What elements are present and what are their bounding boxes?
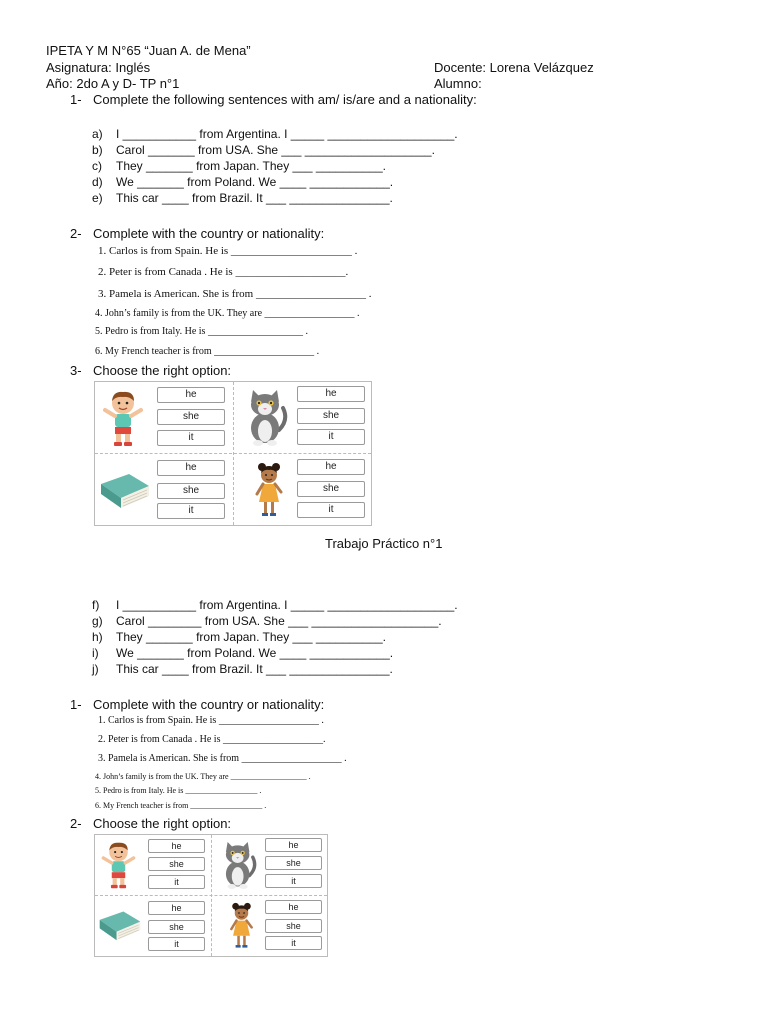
nationality-sentence: 6. My French teacher is from __________________ .: [95, 801, 267, 810]
option-she[interactable]: she: [297, 481, 365, 497]
teacher-label: Docente: Lorena Velázquez: [434, 60, 594, 75]
option-he[interactable]: he: [157, 387, 225, 403]
fill-sentence: This car ____ from Brazil. It ___ _______________.: [116, 191, 393, 205]
option-he[interactable]: he: [148, 901, 205, 915]
pronoun-grid: [94, 381, 372, 526]
course-label: Año: 2do A y D- TP n°1: [46, 76, 180, 91]
option-she[interactable]: she: [157, 409, 225, 425]
fill-sentence: Carol _______ from USA. She ___ ___________________.: [116, 143, 435, 157]
fill-sentence: This car ____ from Brazil. It ___ _______________.: [116, 662, 393, 676]
option-it[interactable]: it: [297, 502, 365, 518]
option-she[interactable]: she: [265, 919, 322, 933]
book-icon: [99, 470, 151, 510]
section3-number: 3-: [70, 363, 82, 378]
option-he[interactable]: he: [265, 838, 322, 852]
option-he[interactable]: he: [297, 459, 365, 475]
section3b-number: 2-: [70, 816, 82, 831]
item-letter: g): [92, 614, 103, 628]
option-she[interactable]: she: [157, 483, 225, 499]
option-she[interactable]: she: [265, 856, 322, 870]
fill-sentence: They _______ from Japan. They ___ __________.: [116, 630, 386, 644]
section1-instruction: Complete the following sentences with am/ is/are and a nationality:: [93, 92, 477, 107]
section3-instruction: Choose the right option:: [93, 363, 232, 378]
nationality-sentence: 3. Pamela is American. She is from ____________________ .: [98, 288, 372, 300]
option-he[interactable]: he: [265, 900, 322, 914]
item-letter: e): [92, 191, 103, 205]
page-title: Trabajo Práctico n°1: [325, 536, 443, 551]
section2-number: 2-: [70, 226, 82, 241]
section2b-number: 1-: [70, 697, 82, 712]
nationality-sentence: 1. Carlos is from Spain. He is ______________________ .: [98, 245, 358, 257]
option-she[interactable]: she: [148, 920, 205, 934]
cat-icon: [243, 390, 289, 446]
option-he[interactable]: he: [297, 386, 365, 402]
girl-icon: [253, 462, 285, 520]
fill-sentence: I ___________ from Argentina. I _____ ___________________.: [116, 127, 458, 141]
fill-sentence: We _______ from Poland. We ____ ____________.: [116, 175, 394, 189]
boy-icon: [101, 390, 145, 448]
option-it[interactable]: it: [265, 936, 322, 950]
section2b-instruction: Complete with the country or nationality:: [93, 697, 325, 712]
fill-sentence: We _______ from Poland. We ____ ____________.: [116, 646, 394, 660]
nationality-sentence: 2. Peter is from Canada . He is ____________________.: [98, 734, 326, 745]
item-letter: i): [92, 646, 99, 660]
book-icon: [98, 908, 142, 942]
fill-sentence: Carol ________ from USA. She ___ ___________________.: [116, 614, 442, 628]
cat-icon: [219, 842, 258, 889]
option-she[interactable]: she: [148, 857, 205, 871]
item-letter: c): [92, 159, 102, 173]
item-letter: h): [92, 630, 103, 644]
subject-label: Asignatura: Inglés: [46, 60, 151, 75]
school-name: IPETA Y M N°65 “Juan A. de Mena”: [46, 43, 251, 58]
nationality-sentence: 5. Pedro is from Italy. He is __________________ .: [95, 786, 262, 795]
fill-sentence: I ___________ from Argentina. I _____ ___________________.: [116, 598, 458, 612]
option-it[interactable]: it: [297, 429, 365, 445]
item-letter: a): [92, 127, 103, 141]
section3b-instruction: Choose the right option:: [93, 816, 232, 831]
item-letter: b): [92, 143, 103, 157]
option-it[interactable]: it: [148, 875, 205, 889]
fill-sentence: They _______ from Japan. They ___ __________.: [116, 159, 386, 173]
pronoun-grid: [94, 834, 328, 957]
nationality-sentence: 1. Carlos is from Spain. He is ____________________ .: [98, 715, 324, 726]
section1-number: 1-: [70, 92, 82, 107]
student-label: Alumno:: [434, 76, 482, 91]
nationality-sentence: 2. Peter is from Canada . He is ____________________.: [98, 266, 349, 278]
option-he[interactable]: he: [148, 839, 205, 853]
boy-icon: [100, 841, 137, 890]
option-she[interactable]: she: [297, 408, 365, 424]
item-letter: d): [92, 175, 103, 189]
option-he[interactable]: he: [157, 460, 225, 476]
girl-icon: [228, 902, 255, 951]
section2-instruction: Complete with the country or nationality:: [93, 226, 325, 241]
nationality-sentence: 5. Pedro is from Italy. He is ___________________ .: [95, 326, 308, 337]
nationality-sentence: 4. John’s family is from the UK. They are ___________________ .: [95, 772, 311, 781]
option-it[interactable]: it: [148, 937, 205, 951]
option-it[interactable]: it: [157, 503, 225, 519]
nationality-sentence: 3. Pamela is American. She is from ____________________ .: [98, 753, 347, 764]
nationality-sentence: 6. My French teacher is from ____________________ .: [95, 346, 320, 357]
option-it[interactable]: it: [157, 430, 225, 446]
item-letter: f): [92, 598, 100, 612]
option-it[interactable]: it: [265, 874, 322, 888]
nationality-sentence: 4. John’s family is from the UK. They are __________________ .: [95, 308, 360, 319]
item-letter: j): [92, 662, 99, 676]
